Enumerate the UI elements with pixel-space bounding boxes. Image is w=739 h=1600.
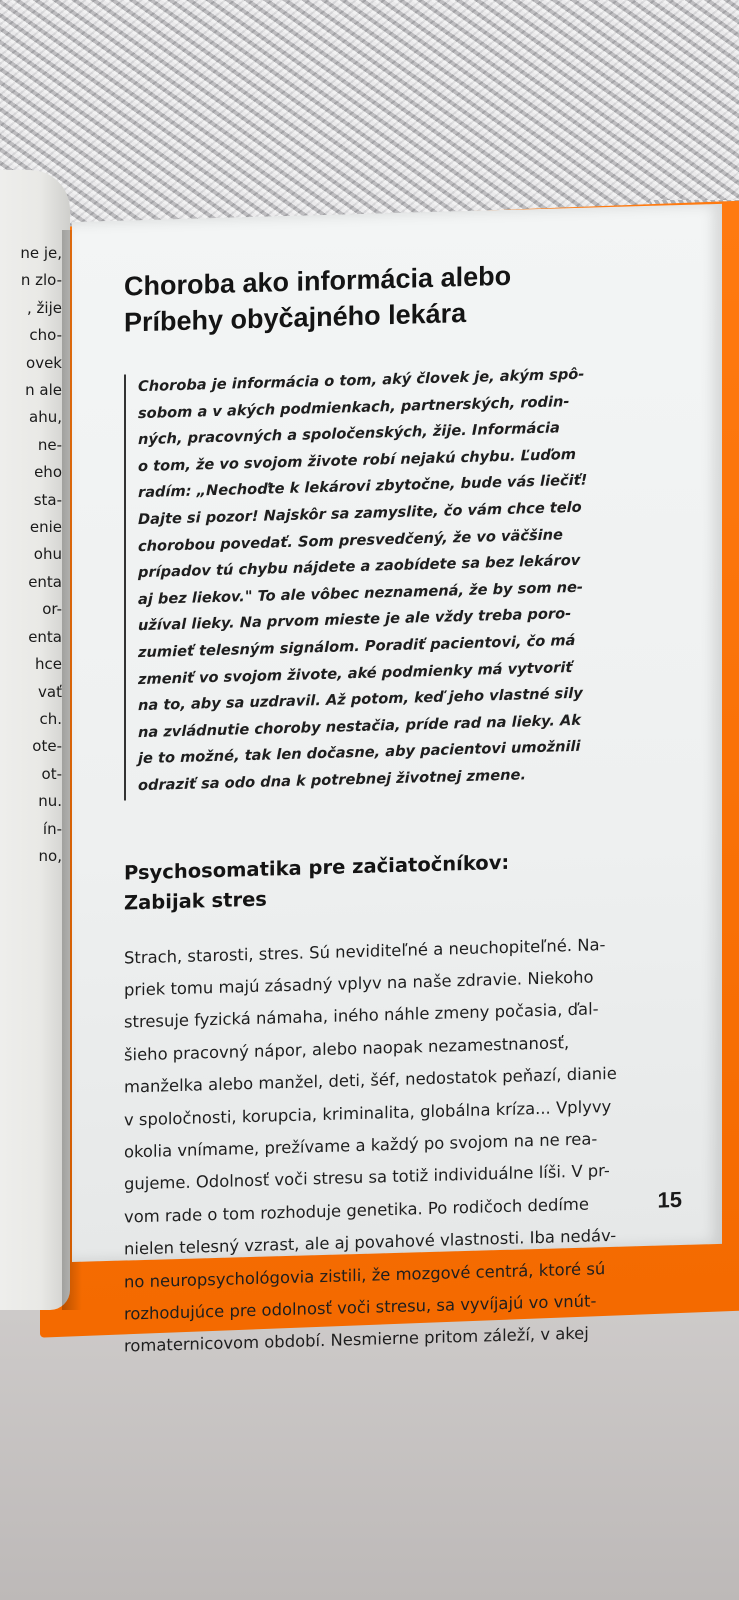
quote-line: prípadov tú chybu nájdete a zaobídete sa bez lekárov — [138, 551, 581, 582]
left-page-fragment: or- — [42, 600, 62, 619]
quote-line: ných, pracovných a spoločenských, žije. Informácia — [138, 419, 560, 449]
quote-line: aj bez liekov." To ale vôbec neznamená, že by som ne- — [138, 578, 583, 608]
left-page-fragment: ot- — [41, 764, 62, 783]
quote-line: Choroba je informácia o tom, aký človek je, akým spô- — [138, 365, 585, 396]
body-line: okolia vnímame, prežívame a každý po svojom na ne rea- — [124, 1129, 598, 1162]
body-line: nielen telesný vzrast, ale aj povahové vlastnosti. Iba nedáv- — [124, 1225, 617, 1259]
page-number: 15 — [657, 1186, 682, 1213]
body-line: v spoločnosti, korupcia, kriminalita, globálna kríza... Vplyvy — [124, 1096, 612, 1130]
left-page-fragment: ne je, — [20, 244, 62, 262]
body-line: priek tomu majú zásadný vplyv na naše zdravie. Niekoho — [124, 967, 594, 1000]
left-page-fragment: , žije — [27, 298, 62, 317]
left-page-fragment: enta — [28, 627, 62, 646]
quote-line: na to, aby sa uzdravil. Až potom, keď jeho vlastné sily — [138, 684, 583, 715]
body-line: rozhodujúce pre odolnosť voči stresu, sa vyvíjajú vo vnút- — [124, 1291, 597, 1324]
section-heading-line: Psychosomatika pre začiatočníkov: — [124, 850, 510, 885]
left-page-fragment: sta- — [33, 490, 62, 509]
left-page-fragment: ovek — [26, 353, 62, 372]
quote-line: radím: „Nechoďte k lekárovi zbytočne, bude vás liečiť! — [138, 471, 588, 502]
left-page-fragment: ne- — [37, 435, 62, 454]
quote-line: užíval lieky. Na prvom mieste je ale vždy treba poro- — [138, 605, 572, 635]
left-page-fragment: cho- — [29, 326, 62, 345]
body-line: gujeme. Odolnosť voči stresu sa totiž individuálne líši. V pr- — [124, 1161, 610, 1194]
body-line: Strach, starosti, stres. Sú neviditeľné a neuchopiteľné. Na- — [124, 934, 606, 968]
body-paragraph — [124, 926, 684, 1363]
quote-line: na zvládnutie choroby nestačia, príde rad na lieky. Ak — [138, 711, 581, 741]
body-line: manželka alebo manžel, deti, šéf, nedostatok peňazí, dianie — [124, 1063, 617, 1097]
quote-line: zumieť telesným signálom. Poradiť pacientovi, čo má — [138, 631, 576, 662]
left-page-fragment: no, — [38, 846, 62, 865]
chapter-title-line: Choroba ako informácia alebo — [124, 260, 512, 302]
right-page — [72, 204, 722, 1356]
left-page-fragment: ahu, — [29, 408, 62, 427]
quote-line: sobom a v akých podmienkach, partnerských, rodin- — [138, 392, 570, 422]
chapter-title-line: Príbehy obyčajného lekára — [124, 297, 467, 338]
section-heading — [124, 842, 684, 918]
left-page-fragment: ín- — [42, 819, 62, 838]
left-page-fragment: ohu — [33, 545, 62, 564]
left-page-fragment: vať — [38, 682, 62, 701]
intro-quote — [124, 359, 684, 800]
body-line: stresuje fyzická námaha, iného náhle zmeny počasia, ďal- — [124, 999, 599, 1032]
body-line: romaternicovom období. Nesmierne pritom záleží, v akej — [124, 1323, 589, 1356]
left-page-fragment: enie — [29, 518, 62, 537]
quote-line: chorobou povedať. Som presvedčený, že vo väčšine — [138, 525, 563, 555]
chapter-title — [124, 253, 684, 341]
left-page-fragment: eho — [34, 463, 62, 482]
left-page-fragment: n zlo- — [20, 271, 62, 290]
left-page-text-fragments — [0, 240, 62, 870]
quote-line: odraziť sa odo dna k potrebnej životnej zmene. — [138, 766, 526, 795]
section-heading-line: Zabijak stres — [124, 887, 267, 915]
body-line: no neuropsychológovia zistili, že mozgové centrá, ktoré sú — [124, 1258, 606, 1292]
body-line: vom rade o tom rozhoduje genetika. Po rodičoch dedíme — [124, 1194, 589, 1227]
body-line: šieho pracovný nápor, alebo naopak nezamestnanosť, — [124, 1032, 570, 1065]
quote-line: Dajte si pozor! Najskôr sa zamyslite, čo vám chce telo — [138, 498, 582, 529]
left-page-fragment: n ale — [25, 381, 62, 400]
left-page-fragment: nu. — [38, 792, 62, 811]
left-page-fragment: ote- — [32, 737, 62, 756]
quote-line: o tom, že vo svojom živote robí nejakú chybu. Ľuďom — [138, 445, 577, 475]
page-content — [124, 253, 684, 1363]
quote-line: zmeniť vo svojom živote, aké podmienky má vytvoriť — [138, 658, 573, 688]
left-page-fragment: enta — [28, 572, 62, 591]
left-page — [0, 170, 70, 1310]
left-page-fragment: hce — [35, 655, 62, 674]
quote-line: je to možné, tak len dočasne, aby pacientovi umožnili — [138, 738, 581, 768]
left-page-fragment: ch. — [39, 709, 62, 728]
